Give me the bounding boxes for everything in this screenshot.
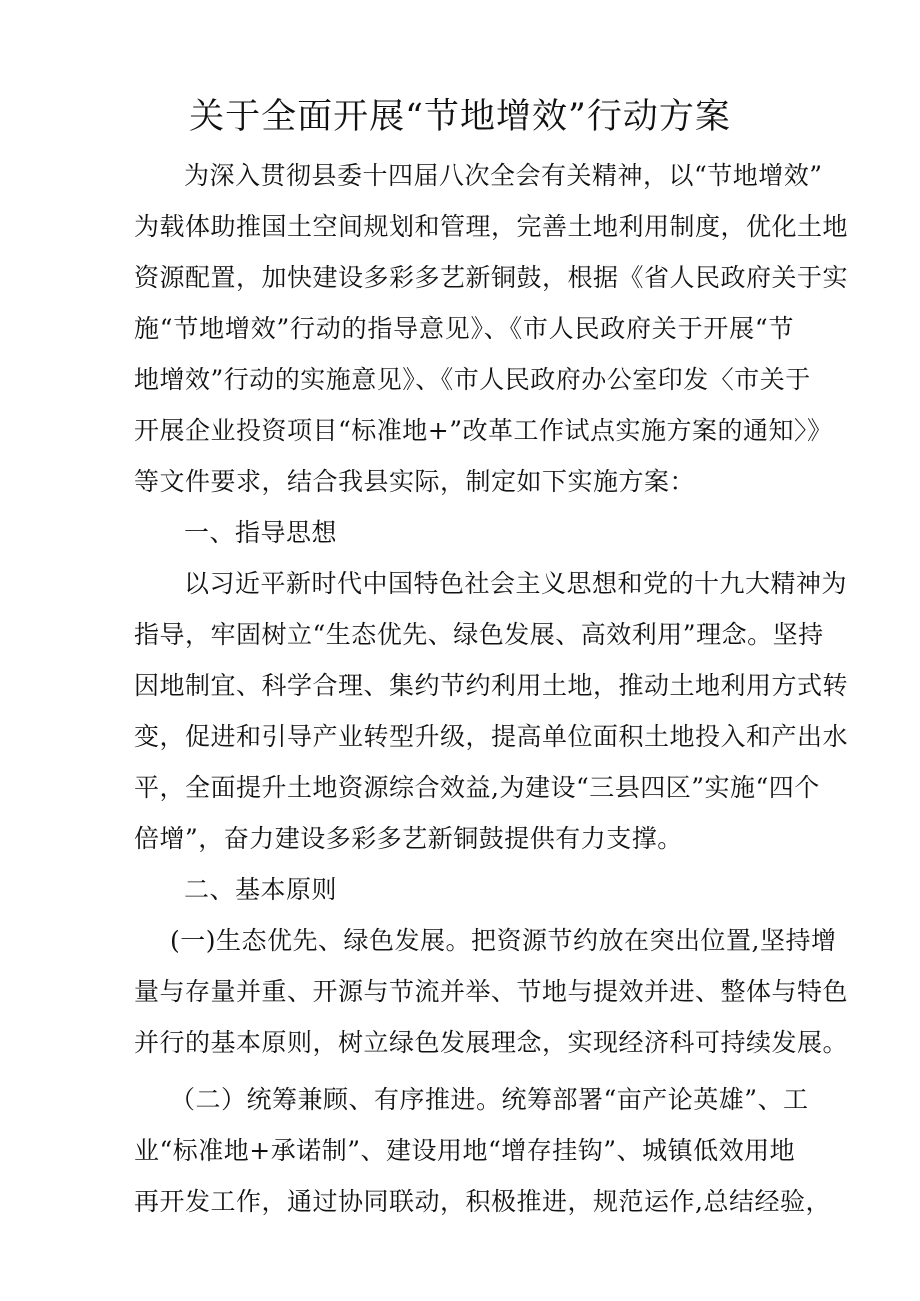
section1-line-2: 指导，牢固树立“生态优先、绿色发展、高效利用”理念。坚持 <box>134 620 824 649</box>
section1-line-1: 以习近平新时代中国特色社会主义思想和党的十九大精神为 <box>184 569 848 598</box>
section1-line-3: 因地制宜、科学合理、集约节约利用土地，推动土地利用方式转 <box>134 671 849 700</box>
section2-heading: 二、基本原则 <box>184 875 338 904</box>
intro-line-5: 地增效”行动的实施意见》、《市人民政府办公室印发〈市关于 <box>134 365 811 394</box>
section2-item2-line-3: 再开发工作，通过协同联动，积极推进，规范运作,总结经验， <box>134 1187 831 1216</box>
section2-item1-line-1: (一)生态优先、绿色发展。把资源节约放在突出位置,坚持增 <box>170 926 837 955</box>
section2-item1-line-2: 量与存量并重、开源与节流并举、节地与提效并进、整体与特色 <box>134 977 849 1006</box>
intro-line-7: 等文件要求，结合我县实际，制定如下实施方案： <box>134 467 696 496</box>
intro-line-3: 资源配置，加快建设多彩多艺新铜鼓，根据《省人民政府关于实 <box>134 263 849 292</box>
intro-line-2: 为载体助推国土空间规划和管理，完善土地利用制度，优化土地 <box>134 212 849 241</box>
intro-line-1: 为深入贯彻县委十四届八次全会有关精神，以“节地增效” <box>184 161 823 190</box>
section2-item2-line-2: 业“标准地+承诺制”、建设用地“增存挂钩”、城镇低效用地 <box>134 1136 796 1165</box>
section2-item2-line-1: （二）统筹兼顾、有序推进。统筹部署“亩产论英雄”、工 <box>170 1085 809 1114</box>
section1-line-6: 倍增”，奋力建设多彩多艺新铜鼓提供有力支撑。 <box>134 824 683 853</box>
document-title: 关于全面开展“节地增效”行动方案 <box>189 97 731 137</box>
section1-line-4: 变，促进和引导产业转型升级，提高单位面积土地投入和产出水 <box>134 722 849 751</box>
intro-line-6: 开展企业投资项目“标准地+”改革工作试点实施方案的通知〉》 <box>134 416 833 445</box>
section1-heading: 一、指导思想 <box>184 518 338 547</box>
section1-line-5: 平，全面提升土地资源综合效益,为建设“三县四区”实施“四个 <box>134 773 820 802</box>
section2-item1-line-3: 并行的基本原则，树立绿色发展理念，实现经济科可持续发展。 <box>134 1028 849 1057</box>
intro-line-4: 施“节地增效”行动的指导意见》、《市人民政府关于开展“节 <box>134 314 794 343</box>
